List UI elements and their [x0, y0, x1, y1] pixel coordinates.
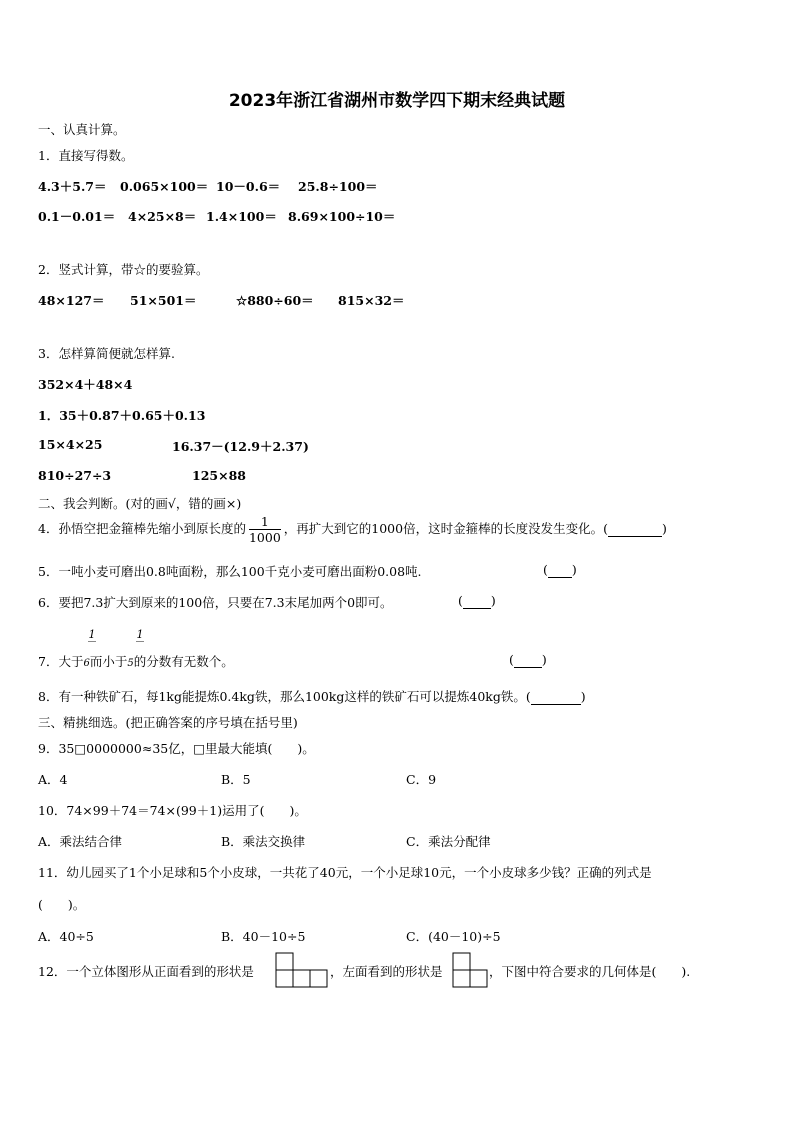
q5-answer	[543, 562, 577, 578]
q1-item: 10－0.6＝	[216, 179, 281, 194]
q3-item: 15×4×25	[38, 437, 103, 452]
q10-option-a[interactable]: A．乘法结合律	[38, 834, 123, 849]
q12-text-post: ，下图中符合要求的几何体是( ).	[489, 964, 691, 979]
fraction-numerator: 1	[249, 514, 281, 530]
question-2-label: 2．竖式计算，带☆的要验算。	[38, 262, 209, 277]
front-view-figure	[275, 952, 329, 988]
q2-item: 815×32＝	[338, 293, 405, 308]
question-1-label: 1．直接写得数。	[38, 148, 134, 163]
q4-close-paren: )	[661, 521, 667, 536]
section-3-heading: 三、精挑细选。(把正确答案的序号填在括号里)	[38, 715, 298, 730]
q11-option-a[interactable]: A．40÷5	[38, 929, 94, 944]
question-4	[38, 514, 667, 545]
q11-option-c[interactable]: C．(40－10)÷5	[406, 929, 501, 944]
left-view-figure	[452, 952, 488, 988]
q7-text-post: 的分数有无数个。	[133, 654, 234, 669]
q2-item: 51×501＝	[130, 293, 197, 308]
q7-text-pre: 7．大于	[38, 654, 84, 669]
q2-item: 48×127＝	[38, 293, 105, 308]
q1-item: 0.065×100＝	[120, 179, 209, 194]
q1-item: 4×25×8＝	[128, 209, 197, 224]
q12-text-pre: 12．一个立体图形从正面看到的形状是	[38, 964, 254, 979]
fraction-denominator: 6	[83, 658, 90, 669]
section-1-heading: 一、认真计算。	[38, 122, 126, 137]
question-8	[38, 687, 586, 705]
close-paren: )	[541, 652, 547, 667]
question-3-label: 3．怎样算简便就怎样算.	[38, 346, 175, 361]
open-paren: (	[543, 562, 548, 577]
q9-option-a[interactable]: A．4	[38, 772, 68, 787]
q8-text: 8．有一种铁矿石，每1kg能提炼0.4kg铁，那么100kg这样的铁矿石可以提炼40kg铁。(	[38, 689, 531, 704]
close-paren: )	[490, 593, 496, 608]
page-title: 2023年浙江省湖州市数学四下期末经典试题	[228, 91, 566, 111]
q1-item: 1.4×100＝	[206, 209, 277, 224]
fraction-numerator: 1	[136, 628, 144, 641]
question-7	[38, 652, 234, 670]
answer-blank[interactable]	[531, 689, 581, 705]
answer-blank[interactable]	[548, 562, 572, 578]
q1-item: 4.3＋5.7＝	[38, 179, 107, 194]
fraction-numerator: 1	[88, 628, 96, 641]
q9-text: 9．35□0000000≈35亿，□里最大能填( )。	[38, 741, 315, 756]
close-paren: )	[571, 562, 577, 577]
q11-text-cont: ( )。	[38, 897, 86, 912]
fraction-1-1000	[249, 514, 281, 545]
q1-item: 0.1－0.01＝	[38, 209, 116, 224]
q5-text: 5．一吨小麦可磨出0.8吨面粉，那么100千克小麦可磨出面粉0.08吨.	[38, 564, 422, 579]
q4-text-post: ，再扩大到它的1000倍，这时金箍棒的长度没发生变化。(	[283, 521, 608, 536]
q10-option-c[interactable]: C．乘法分配律	[406, 834, 491, 849]
fraction-denominator: 1000	[248, 530, 281, 545]
q6-text: 6．要把7.3扩大到原来的100倍，只要在7.3末尾加两个0即可。	[38, 595, 393, 610]
q3-item: 16.37－(12.9＋2.37)	[172, 439, 309, 454]
close-paren: )	[580, 689, 586, 704]
q7-text-mid: 而小于	[89, 654, 128, 669]
answer-blank[interactable]	[608, 521, 662, 537]
answer-blank[interactable]	[463, 593, 491, 609]
q12-text-mid: ，左面看到的形状是	[330, 964, 443, 979]
answer-blank[interactable]	[514, 652, 542, 668]
q4-text-pre: 4．孙悟空把金箍棒先缩小到原长度的	[38, 521, 246, 536]
section-2-heading: 二、我会判断。(对的画√，错的画×)	[38, 496, 242, 511]
q3-item: 352×4＋48×4	[38, 377, 133, 392]
q10-text: 10．74×99＋74＝74×(99＋1)运用了( )。	[38, 803, 307, 818]
q3-item: 125×88	[192, 468, 246, 483]
q9-option-b[interactable]: B．5	[221, 772, 251, 787]
q1-item: 8.69×100÷10＝	[288, 209, 396, 224]
q11-option-b[interactable]: B．40－10÷5	[221, 929, 306, 944]
q3-item: 810÷27÷3	[38, 468, 112, 483]
q2-item: ☆880÷60＝	[236, 293, 314, 308]
q7-answer	[509, 652, 547, 668]
fraction-denominator: 5	[127, 658, 134, 669]
q11-text: 11．幼儿园买了1个小足球和5个小皮球，一共花了40元，一个小足球10元，一个小皮球多少钱？正确的列式是	[38, 865, 652, 880]
q6-answer	[458, 593, 496, 609]
open-paren: (	[458, 593, 463, 608]
q9-option-c[interactable]: C．9	[406, 772, 437, 787]
open-paren: (	[509, 652, 514, 667]
q10-option-b[interactable]: B．乘法交换律	[221, 834, 306, 849]
q1-item: 25.8÷100＝	[298, 179, 378, 194]
q3-item: 1．35＋0.87＋0.65＋0.13	[38, 408, 206, 423]
